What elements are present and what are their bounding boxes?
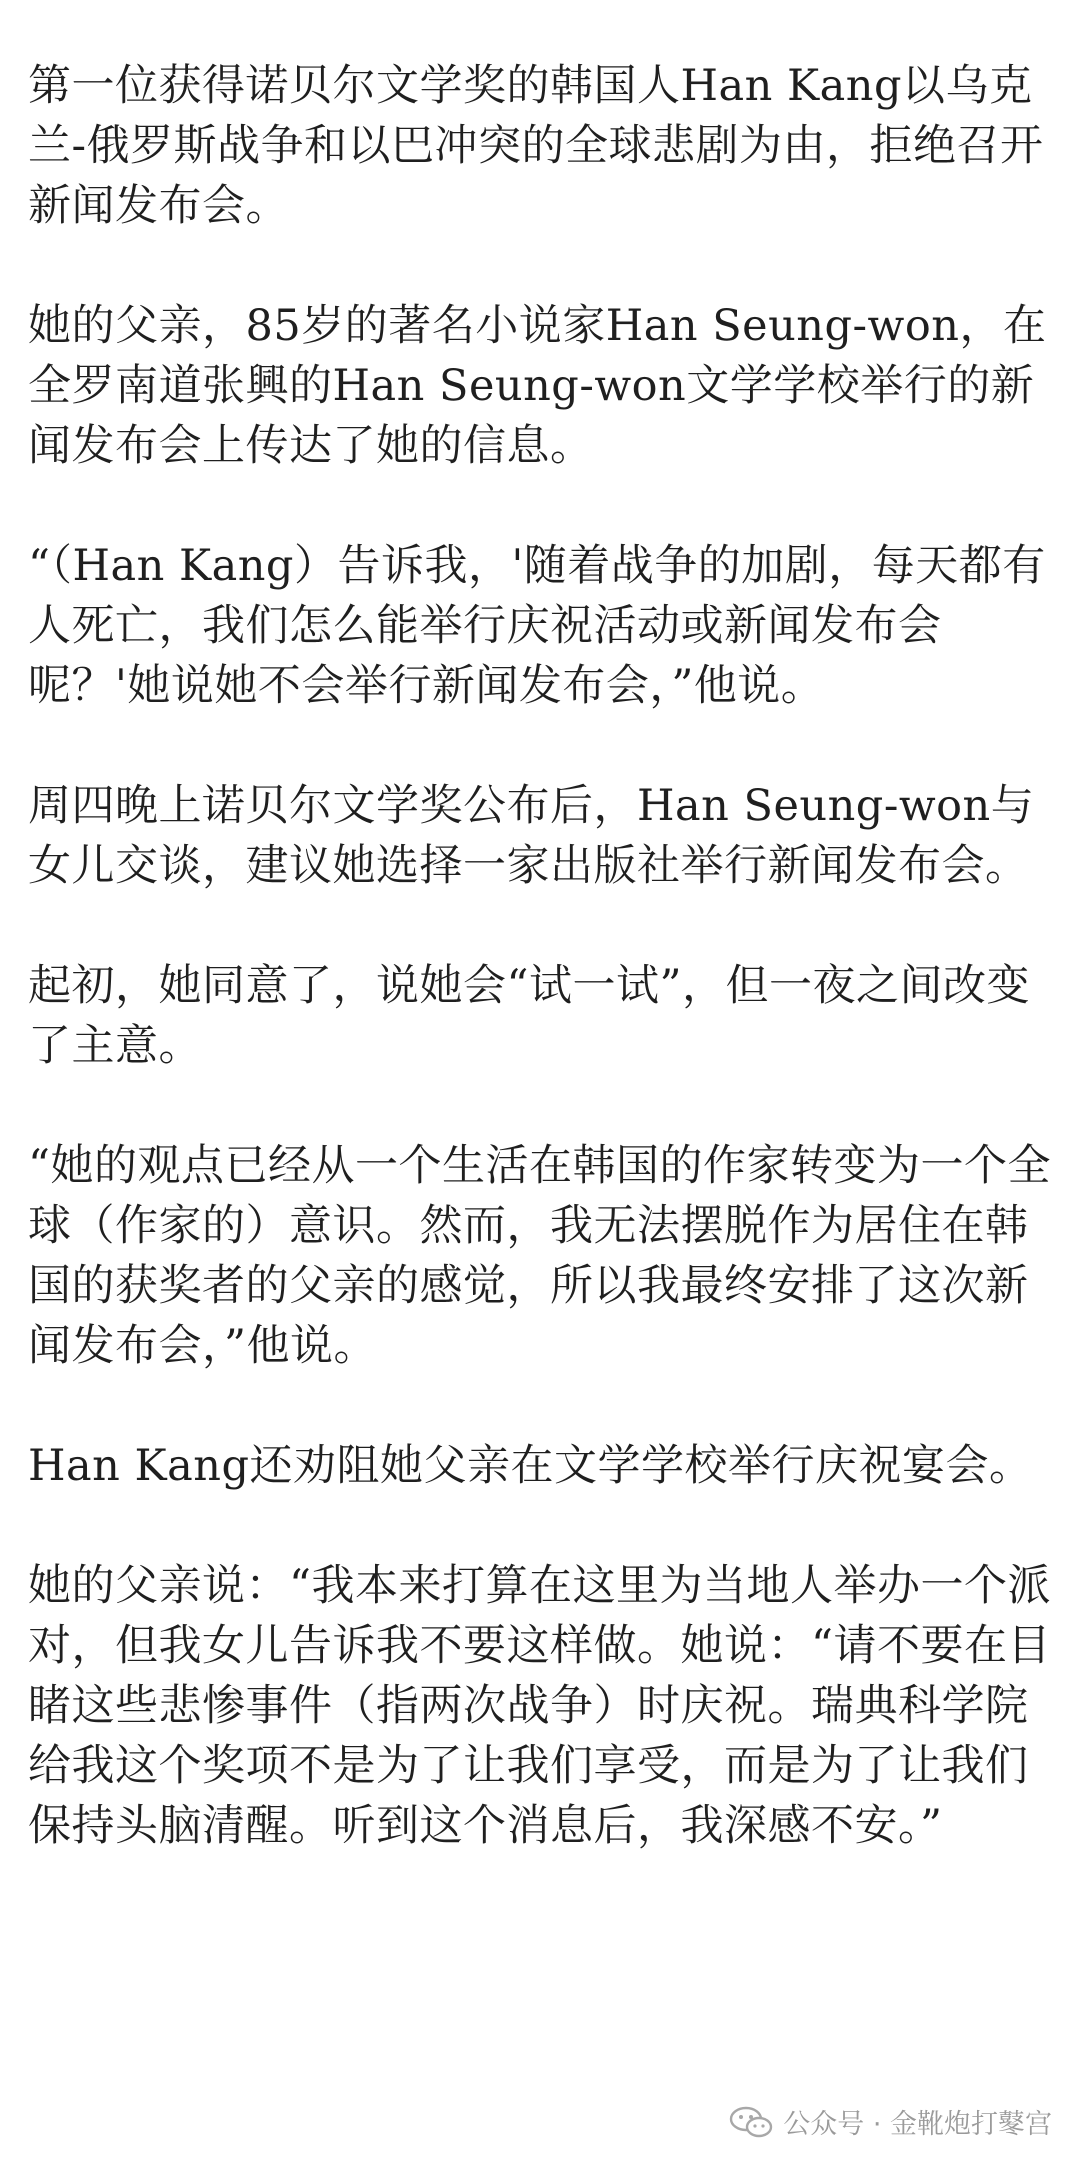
paragraph-7: Han Kang还劝阻她父亲在文学学校举行庆祝宴会。 <box>28 1441 1033 1491</box>
paragraph-6: “她的观点已经从一个生活在韩国的作家转变为一个全球（作家的）意识。然而，我无法摆脱作为居住在韩国的获奖者的父亲的感觉，所以我最终安排了这次新闻发布会，”他说。 <box>28 1141 1051 1371</box>
watermark-text: 公众号 · 金靴炮打鼕宫 <box>783 2109 1052 2140</box>
paragraph-5: 起初，她同意了，说她会“试一试”，但一夜之间改变了主意。 <box>28 961 1030 1071</box>
paragraph-2: 她的父亲，85岁的著名小说家Han Seung-won，在全罗南道张興的Han Seung-won文学学校举行的新闻发布会上传达了她的信息。 <box>28 301 1047 471</box>
paragraph-1: 第一位获得诺贝尔文学奖的韩国人Han Kang以乌克兰-俄罗斯战争和以巴冲突的全球悲剧为由，拒绝召开新闻发布会。 <box>28 61 1044 231</box>
paragraph-4: 周四晚上诺贝尔文学奖公布后，Han Seung-won与女儿交谈，建议她选择一家出版社举行新闻发布会。 <box>28 781 1035 891</box>
article-body <box>28 56 1058 1916</box>
paragraph-8: 她的父亲说：“我本来打算在这里为当地人举办一个派对，但我女儿告诉我不要这样做。她说：“请不要在目睹这些悲惨事件（指两次战争）时庆祝。瑞典科学院给我这个奖项不是为了让我们享受，而是为了让我们保持头脑清醒。听到这个消息后，我深感不安。” <box>28 1561 1051 1851</box>
wechat-icon <box>729 2106 773 2138</box>
paragraph-3: “（Han Kang）告诉我，'随着战争的加剧，每天都有人死亡，我们怎么能举行庆祝活动或新闻发布会呢？'她说她不会举行新闻发布会，”他说。 <box>28 541 1046 711</box>
source-watermark <box>729 2102 1052 2141</box>
